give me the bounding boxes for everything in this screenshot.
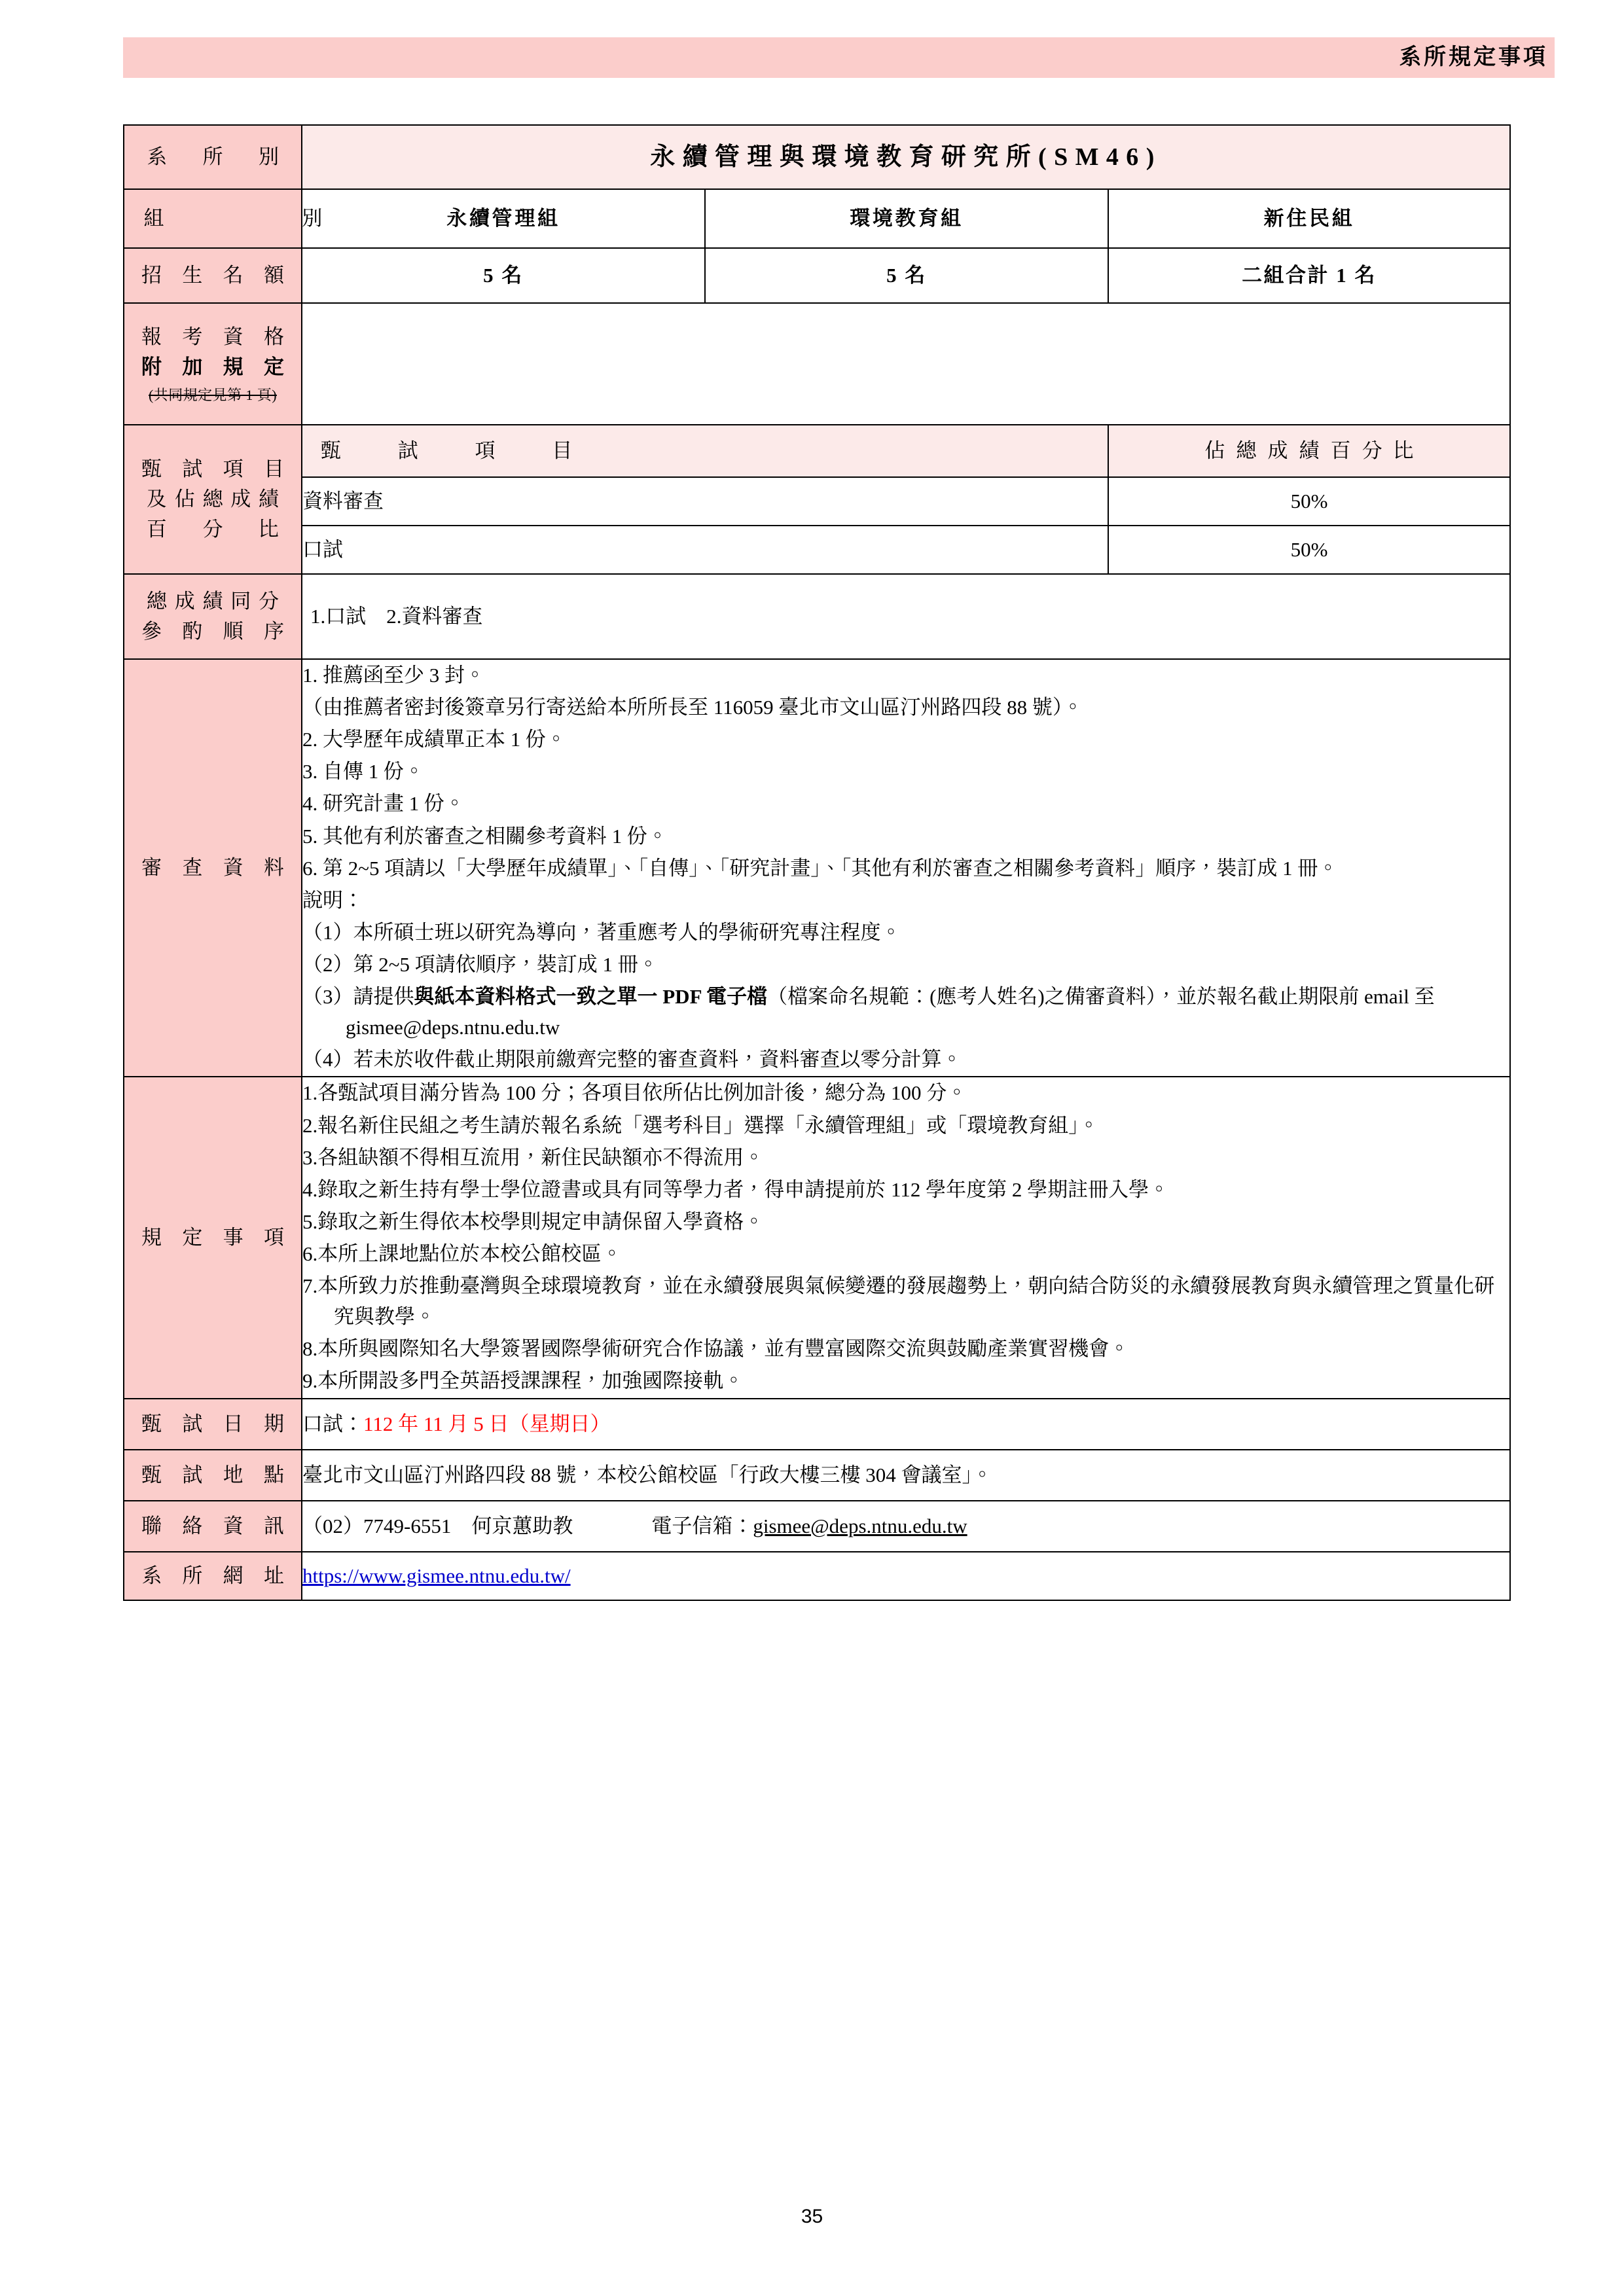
qualification-value-cell bbox=[302, 303, 1510, 425]
exam-item-name-1: 資料審查 bbox=[302, 477, 1108, 526]
row-label-exam-place-text: 甄 試 地 點 bbox=[141, 1463, 292, 1486]
regulations-body bbox=[302, 1077, 1509, 1396]
exam-date-cell bbox=[302, 1399, 1510, 1450]
review-line-4: 3. 自傳 1 份。 bbox=[302, 760, 424, 783]
exam-place-cell: 臺北市文山區汀州路四段 88 號，本校公館校區「行政大樓三樓 304 會議室」。 bbox=[302, 1450, 1510, 1501]
row-label-qualification-line1: 報 考 資 格 bbox=[141, 325, 292, 348]
row-label-qualification-note: (共同規定見第 1 頁) bbox=[149, 386, 277, 403]
website-url-link[interactable]: https://www.gismee.ntnu.edu.tw/ bbox=[302, 1564, 571, 1587]
exam-date-prefix: 口試： bbox=[302, 1412, 363, 1435]
table-row-exam-place bbox=[124, 1450, 1510, 1501]
tiebreak-value-text: 1.口試 2.資料審查 bbox=[310, 605, 483, 628]
contact-email-label: 電子信箱： bbox=[651, 1514, 753, 1537]
table-row-exam-date bbox=[124, 1399, 1510, 1450]
regulation-line-8: 8.本所與國際知名大學簽署國際學術研究合作協議，並有豐富國際交流與鼓勵產業實習機會。 bbox=[302, 1337, 1130, 1361]
table-row-qualification bbox=[124, 303, 1510, 425]
table-row-exam-item-2 bbox=[124, 526, 1510, 574]
row-label-regulations-text: 規 定 事 項 bbox=[141, 1226, 292, 1249]
row-label-review-materials bbox=[124, 659, 302, 1077]
review-note-1: （1）本所碩士班以研究為導向，著重應考人的學術研究專注程度。 bbox=[302, 920, 901, 944]
row-label-quota-text: 招 生 名 額 bbox=[141, 264, 292, 287]
review-note-3-bold: 與紙本資料格式一致之單一 PDF 電子檔 bbox=[414, 985, 768, 1009]
contact-cell bbox=[302, 1501, 1510, 1552]
exam-date-value: 112 年 11 月 5 日（星期日） bbox=[363, 1412, 611, 1435]
review-note-3-prefix: （3）請提供 bbox=[302, 985, 414, 1009]
exam-item-percent-1: 50% bbox=[1108, 477, 1510, 526]
review-note-3-line2: 審資料），並於報名截止期限前 email 至 bbox=[1085, 985, 1435, 1009]
exam-items-col-header-percent-text: 佔總成績百分比 bbox=[1204, 439, 1425, 463]
table-row-group bbox=[124, 189, 1510, 248]
quota-cell-2: 5 名 bbox=[705, 248, 1108, 303]
table-row-review-materials bbox=[124, 659, 1510, 1077]
row-label-website-text: 系 所 網 址 bbox=[141, 1564, 292, 1587]
contact-wrap bbox=[302, 1511, 1509, 1541]
row-label-contact bbox=[124, 1501, 302, 1552]
group-cell-2: 環境教育組 bbox=[705, 189, 1108, 248]
exam-items-col-header-item bbox=[302, 425, 1108, 477]
row-label-website bbox=[124, 1552, 302, 1600]
quota-cell-3: 二組合計 1 名 bbox=[1108, 248, 1510, 303]
website-cell bbox=[302, 1552, 1510, 1600]
row-label-review-materials-text: 審 查 資 料 bbox=[141, 856, 292, 880]
contact-email-link[interactable]: gismee@deps.ntnu.edu.tw bbox=[753, 1514, 967, 1537]
table-row-exam-items-header bbox=[124, 425, 1510, 477]
contact-phone: （02）7749-6551 何京蕙助教 bbox=[302, 1514, 573, 1537]
review-line-5: 4. 研究計畫 1 份。 bbox=[302, 792, 465, 816]
row-label-exam-date bbox=[124, 1399, 302, 1450]
row-label-qualification bbox=[124, 303, 302, 425]
review-note-4: （4）若未於收件截止期限前繳齊完整的審查資料，資料審查以零分計算。 bbox=[302, 1048, 962, 1071]
exam-item-percent-2: 50% bbox=[1108, 526, 1510, 574]
review-line-2: （由推薦者密封後簽章另行寄送給本所所長至 116059 臺北市文山區汀州路四段 88 號）。 bbox=[302, 696, 1083, 719]
regulation-line-5: 5.錄取之新生得依本校學則規定申請保留入學資格。 bbox=[302, 1210, 765, 1233]
review-line-note-header: 說明： bbox=[302, 888, 363, 912]
row-label-tiebreak-line2: 參 酌 順 序 bbox=[141, 620, 292, 643]
group-cell-3: 新住民組 bbox=[1108, 189, 1510, 248]
review-materials-body bbox=[302, 660, 1509, 1075]
page-header-title: 系所規定事項 bbox=[1399, 45, 1548, 69]
row-label-exam-items-line3: 百 分 比 bbox=[146, 517, 287, 541]
exam-item-name-2: 口試 bbox=[302, 526, 1108, 574]
review-note-3 bbox=[302, 981, 1509, 1043]
row-label-exam-items-line2: 及佔總成績 bbox=[146, 488, 287, 511]
regulation-line-9: 9.本所開設多門全英語授課課程，加強國際接軌。 bbox=[302, 1369, 744, 1393]
review-note-2: （2）第 2~5 項請依順序，裝訂成 1 冊。 bbox=[302, 952, 659, 976]
row-label-group bbox=[124, 189, 342, 248]
regulations-cell bbox=[302, 1077, 1510, 1398]
table-row-contact bbox=[124, 1501, 1510, 1552]
review-line-7: 6. 第 2~5 項請以「大學歷年成績單」、「自傳」、「研究計畫」、「其他有利於審查之相關參考資料」順序，裝訂成 1 冊。 bbox=[302, 856, 1339, 880]
table-row-tiebreak bbox=[124, 574, 1510, 659]
regulation-line-7: 7.本所致力於推動臺灣與全球環境教育，並在永續發展與氣候變遷的發展趨勢上，朝向結合防災的永續發展教育與永續管理之質量化研究與教學。 bbox=[302, 1274, 1495, 1329]
regulation-line-6: 6.本所上課地點位於本校公館校區。 bbox=[302, 1242, 623, 1265]
row-label-qualification-line2: 附 加 規 定 bbox=[141, 355, 292, 378]
row-label-exam-items-line1: 甄 試 項 目 bbox=[141, 457, 292, 481]
row-label-exam-date-text: 甄 試 日 期 bbox=[141, 1412, 292, 1435]
row-label-quota bbox=[124, 248, 302, 303]
table-row-exam-item-1 bbox=[124, 477, 1510, 526]
table-row-department bbox=[124, 125, 1510, 189]
row-label-group-text: 組 別 bbox=[143, 207, 342, 230]
regulation-line-1: 1.各甄試項目滿分皆為 100 分；各項目依所佔比例加計後，總分為 100 分。 bbox=[302, 1081, 967, 1105]
regulation-line-4: 4.錄取之新生持有學士學位證書或具有同等學力者，得申請提前於 112 學年度第 2 學期註冊入學。 bbox=[302, 1177, 1170, 1201]
row-label-tiebreak bbox=[124, 574, 302, 659]
regulation-line-3: 3.各組缺額不得相互流用，新住民缺額亦不得流用。 bbox=[302, 1145, 765, 1169]
tiebreak-value-cell bbox=[302, 574, 1510, 659]
department-regulations-table bbox=[123, 124, 1511, 1601]
row-label-tiebreak-line1: 總成績同分 bbox=[146, 590, 287, 613]
table-row-quota bbox=[124, 248, 1510, 303]
exam-items-col-header-item-text: 甄 試 項 目 bbox=[320, 439, 591, 463]
quota-cell-1: 5 名 bbox=[302, 248, 705, 303]
review-materials-cell bbox=[302, 659, 1510, 1077]
group-cell-1: 永續管理組 bbox=[302, 189, 705, 248]
page-header-banner bbox=[123, 37, 1555, 78]
row-label-regulations bbox=[124, 1077, 302, 1398]
regulation-line-2: 2.報名新住民組之考生請於報名系統「選考科目」選擇「永續管理組」或「環境教育組」。 bbox=[302, 1113, 1099, 1137]
row-label-department bbox=[124, 125, 302, 189]
review-line-6: 5. 其他有利於審查之相關參考資料 1 份。 bbox=[302, 824, 668, 848]
page-number: 35 bbox=[801, 2206, 823, 2227]
review-line-3: 2. 大學歷年成績單正本 1 份。 bbox=[302, 728, 566, 751]
table-row-website bbox=[124, 1552, 1510, 1600]
exam-items-col-header-percent bbox=[1108, 425, 1510, 477]
review-line-1: 1. 推薦函至少 3 封。 bbox=[302, 664, 485, 687]
table-row-regulations bbox=[124, 1077, 1510, 1398]
row-label-department-text: 系 所 別 bbox=[146, 145, 287, 169]
row-label-exam-items bbox=[124, 425, 302, 574]
review-note-3-email: gismee@deps.ntnu.edu.tw bbox=[346, 1016, 560, 1039]
row-label-contact-text: 聯 絡 資 訊 bbox=[141, 1514, 292, 1537]
department-name-cell bbox=[302, 125, 1510, 189]
department-name-text: 永續管理與環境教育研究所(SM46) bbox=[650, 143, 1162, 171]
row-label-exam-place bbox=[124, 1450, 302, 1501]
review-note-3-mid: （檔案命名規範：(應考人姓名)之備 bbox=[767, 985, 1085, 1009]
